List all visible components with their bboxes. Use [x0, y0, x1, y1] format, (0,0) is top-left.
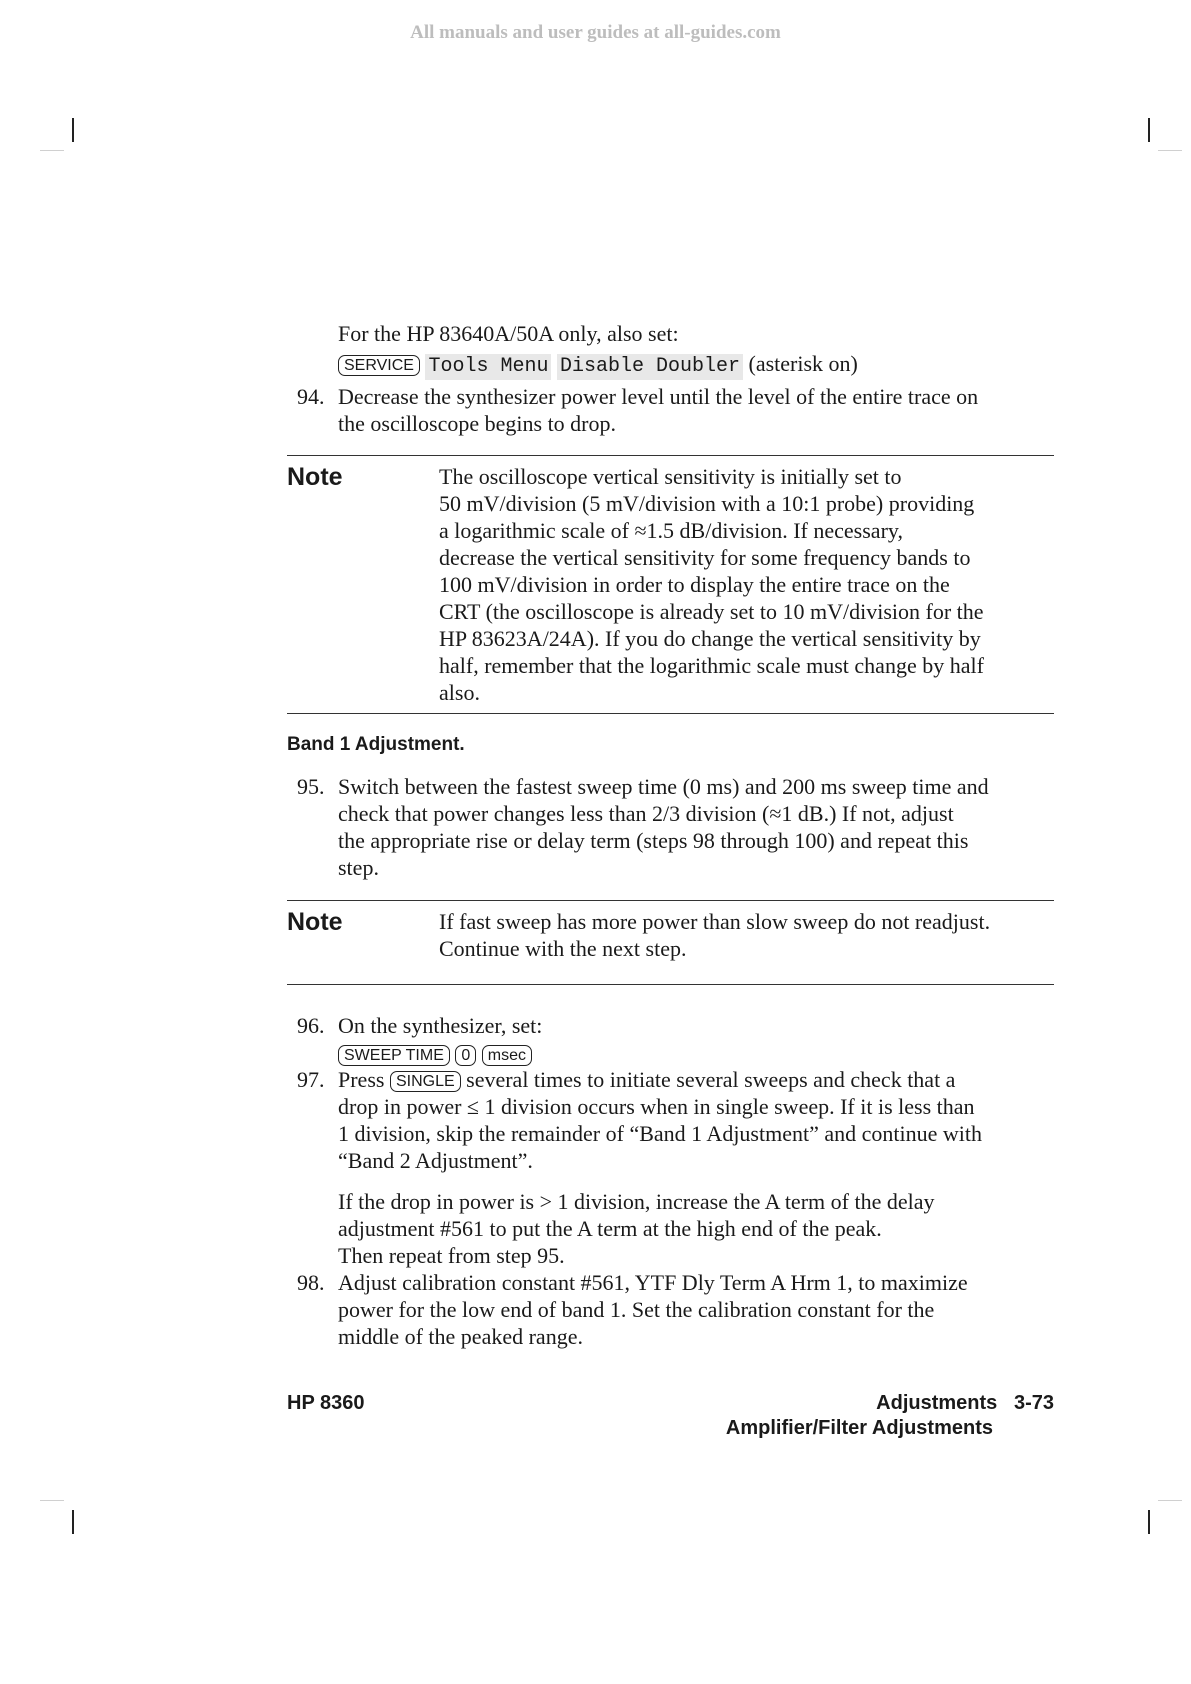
step-95-body [338, 773, 1058, 881]
note-bottom-rule [287, 984, 1054, 985]
footer-subsection: Amplifier/Filter Adjustments [725, 1417, 993, 1439]
step-95-line: the appropriate rise or delay term (steps 98 through 100) and repeat this [338, 828, 969, 853]
section-heading: Band 1 Adjustment. [287, 734, 465, 755]
crop-mark-bottom-left-h [40, 1500, 64, 1501]
step-97-line-2: drop in power ≤ 1 division occurs when in single sweep. If it is less than [338, 1094, 975, 1119]
sweep-time-key: SWEEP TIME [338, 1045, 450, 1066]
note-line: HP 83623A/24A). If you do change the vertical sensitivity by [439, 626, 981, 651]
step-95-line: step. [338, 855, 379, 880]
step-number: 97. [297, 1067, 325, 1092]
crop-mark-top-right [1148, 118, 1150, 142]
note-top-rule [287, 900, 1054, 901]
note-body [439, 463, 1054, 706]
watermark: All manuals and user guides at all-guides.com [410, 22, 781, 43]
note-top-rule [287, 455, 1054, 456]
note-line: also. [439, 680, 480, 705]
note-line: The oscilloscope vertical sensitivity is initially set to [439, 464, 902, 489]
service-key: SERVICE [338, 355, 420, 376]
step-95-line: Switch between the fastest sweep time (0 ms) and 200 ms sweep time and [338, 774, 989, 799]
press-text: Press [338, 1067, 385, 1092]
step-96-keys [338, 1040, 1058, 1067]
step-96-line: On the synthesizer, set: [338, 1013, 543, 1038]
crop-mark-top-left [72, 118, 74, 142]
note-label: Note [287, 908, 343, 936]
crop-mark-bottom-right [1148, 1510, 1150, 1534]
disable-doubler-softkey: Disable Doubler [557, 354, 743, 380]
intro-line: For the HP 83640A/50A only, also set: [338, 321, 679, 346]
note-body [439, 908, 1054, 962]
note-line: 100 mV/division in order to display the entire trace on the [439, 572, 950, 597]
single-key: SINGLE [390, 1071, 461, 1092]
step-98-line: middle of the peaked range. [338, 1324, 583, 1349]
step-97-para-line: Then repeat from step 95. [338, 1243, 565, 1268]
step-97-line-3: 1 division, skip the remainder of “Band 1 Adjustment” and continue with [338, 1121, 982, 1146]
crop-mark-top-left-h [40, 150, 64, 151]
footer-page-number: 3-73 [1013, 1392, 1054, 1414]
step-98-line: power for the low end of band 1. Set the calibration constant for the [338, 1297, 935, 1322]
step-97-para-line: If the drop in power is > 1 division, increase the A term of the delay [338, 1189, 935, 1214]
note-bottom-rule [287, 713, 1054, 714]
zero-key: 0 [455, 1045, 476, 1066]
step-number: 94. [297, 384, 325, 409]
step-number: 98. [297, 1270, 325, 1295]
step-number: 95. [297, 774, 325, 799]
step-98-line: Adjust calibration constant #561, YTF Dly Term A Hrm 1, to maximize [338, 1270, 968, 1295]
step-number: 96. [297, 1013, 325, 1038]
tools-menu-softkey: Tools Menu [425, 354, 551, 380]
note-line: decrease the vertical sensitivity for some frequency bands to [439, 545, 971, 570]
note-line: CRT (the oscilloscope is already set to 10 mV/division for the [439, 599, 984, 624]
step-97-line-1-rest: several times to initiate several sweeps and check that a [466, 1067, 956, 1092]
note-line: 50 mV/division (5 mV/division with a 10:1 probe) providing [439, 491, 975, 516]
note-line: a logarithmic scale of ≈1.5 dB/division. If necessary, [439, 518, 903, 543]
step-97-line-1 [338, 1066, 1058, 1093]
note-label: Note [287, 463, 343, 491]
note-line: If fast sweep has more power than slow sweep do not readjust. [439, 909, 991, 934]
step-98-body [338, 1269, 1058, 1350]
crop-mark-bottom-right-h [1158, 1500, 1182, 1501]
note-line: half, remember that the logarithmic scale must change by half [439, 653, 984, 678]
intro-keys [338, 350, 1058, 380]
step-97-line-4: “Band 2 Adjustment”. [338, 1148, 533, 1173]
step-94-line-2: the oscilloscope begins to drop. [338, 411, 617, 436]
step-95-line: check that power changes less than 2/3 division (≈1 dB.) If not, adjust [338, 801, 954, 826]
step-94-line-1: Decrease the synthesizer power level until the level of the entire trace on [338, 384, 979, 409]
footer-model: HP 8360 [287, 1392, 365, 1414]
note-line: Continue with the next step. [439, 936, 687, 961]
msec-key: msec [482, 1045, 532, 1066]
step-97-paragraph-2 [338, 1188, 1058, 1269]
footer-section-title: Adjustments [876, 1392, 998, 1414]
footer-section [860, 1392, 1054, 1415]
asterisk-note: (asterisk on) [748, 351, 858, 376]
crop-mark-bottom-left [72, 1510, 74, 1534]
step-97-para-line: adjustment #561 to put the A term at the high end of the peak. [338, 1216, 882, 1241]
crop-mark-top-right-h [1158, 150, 1182, 151]
